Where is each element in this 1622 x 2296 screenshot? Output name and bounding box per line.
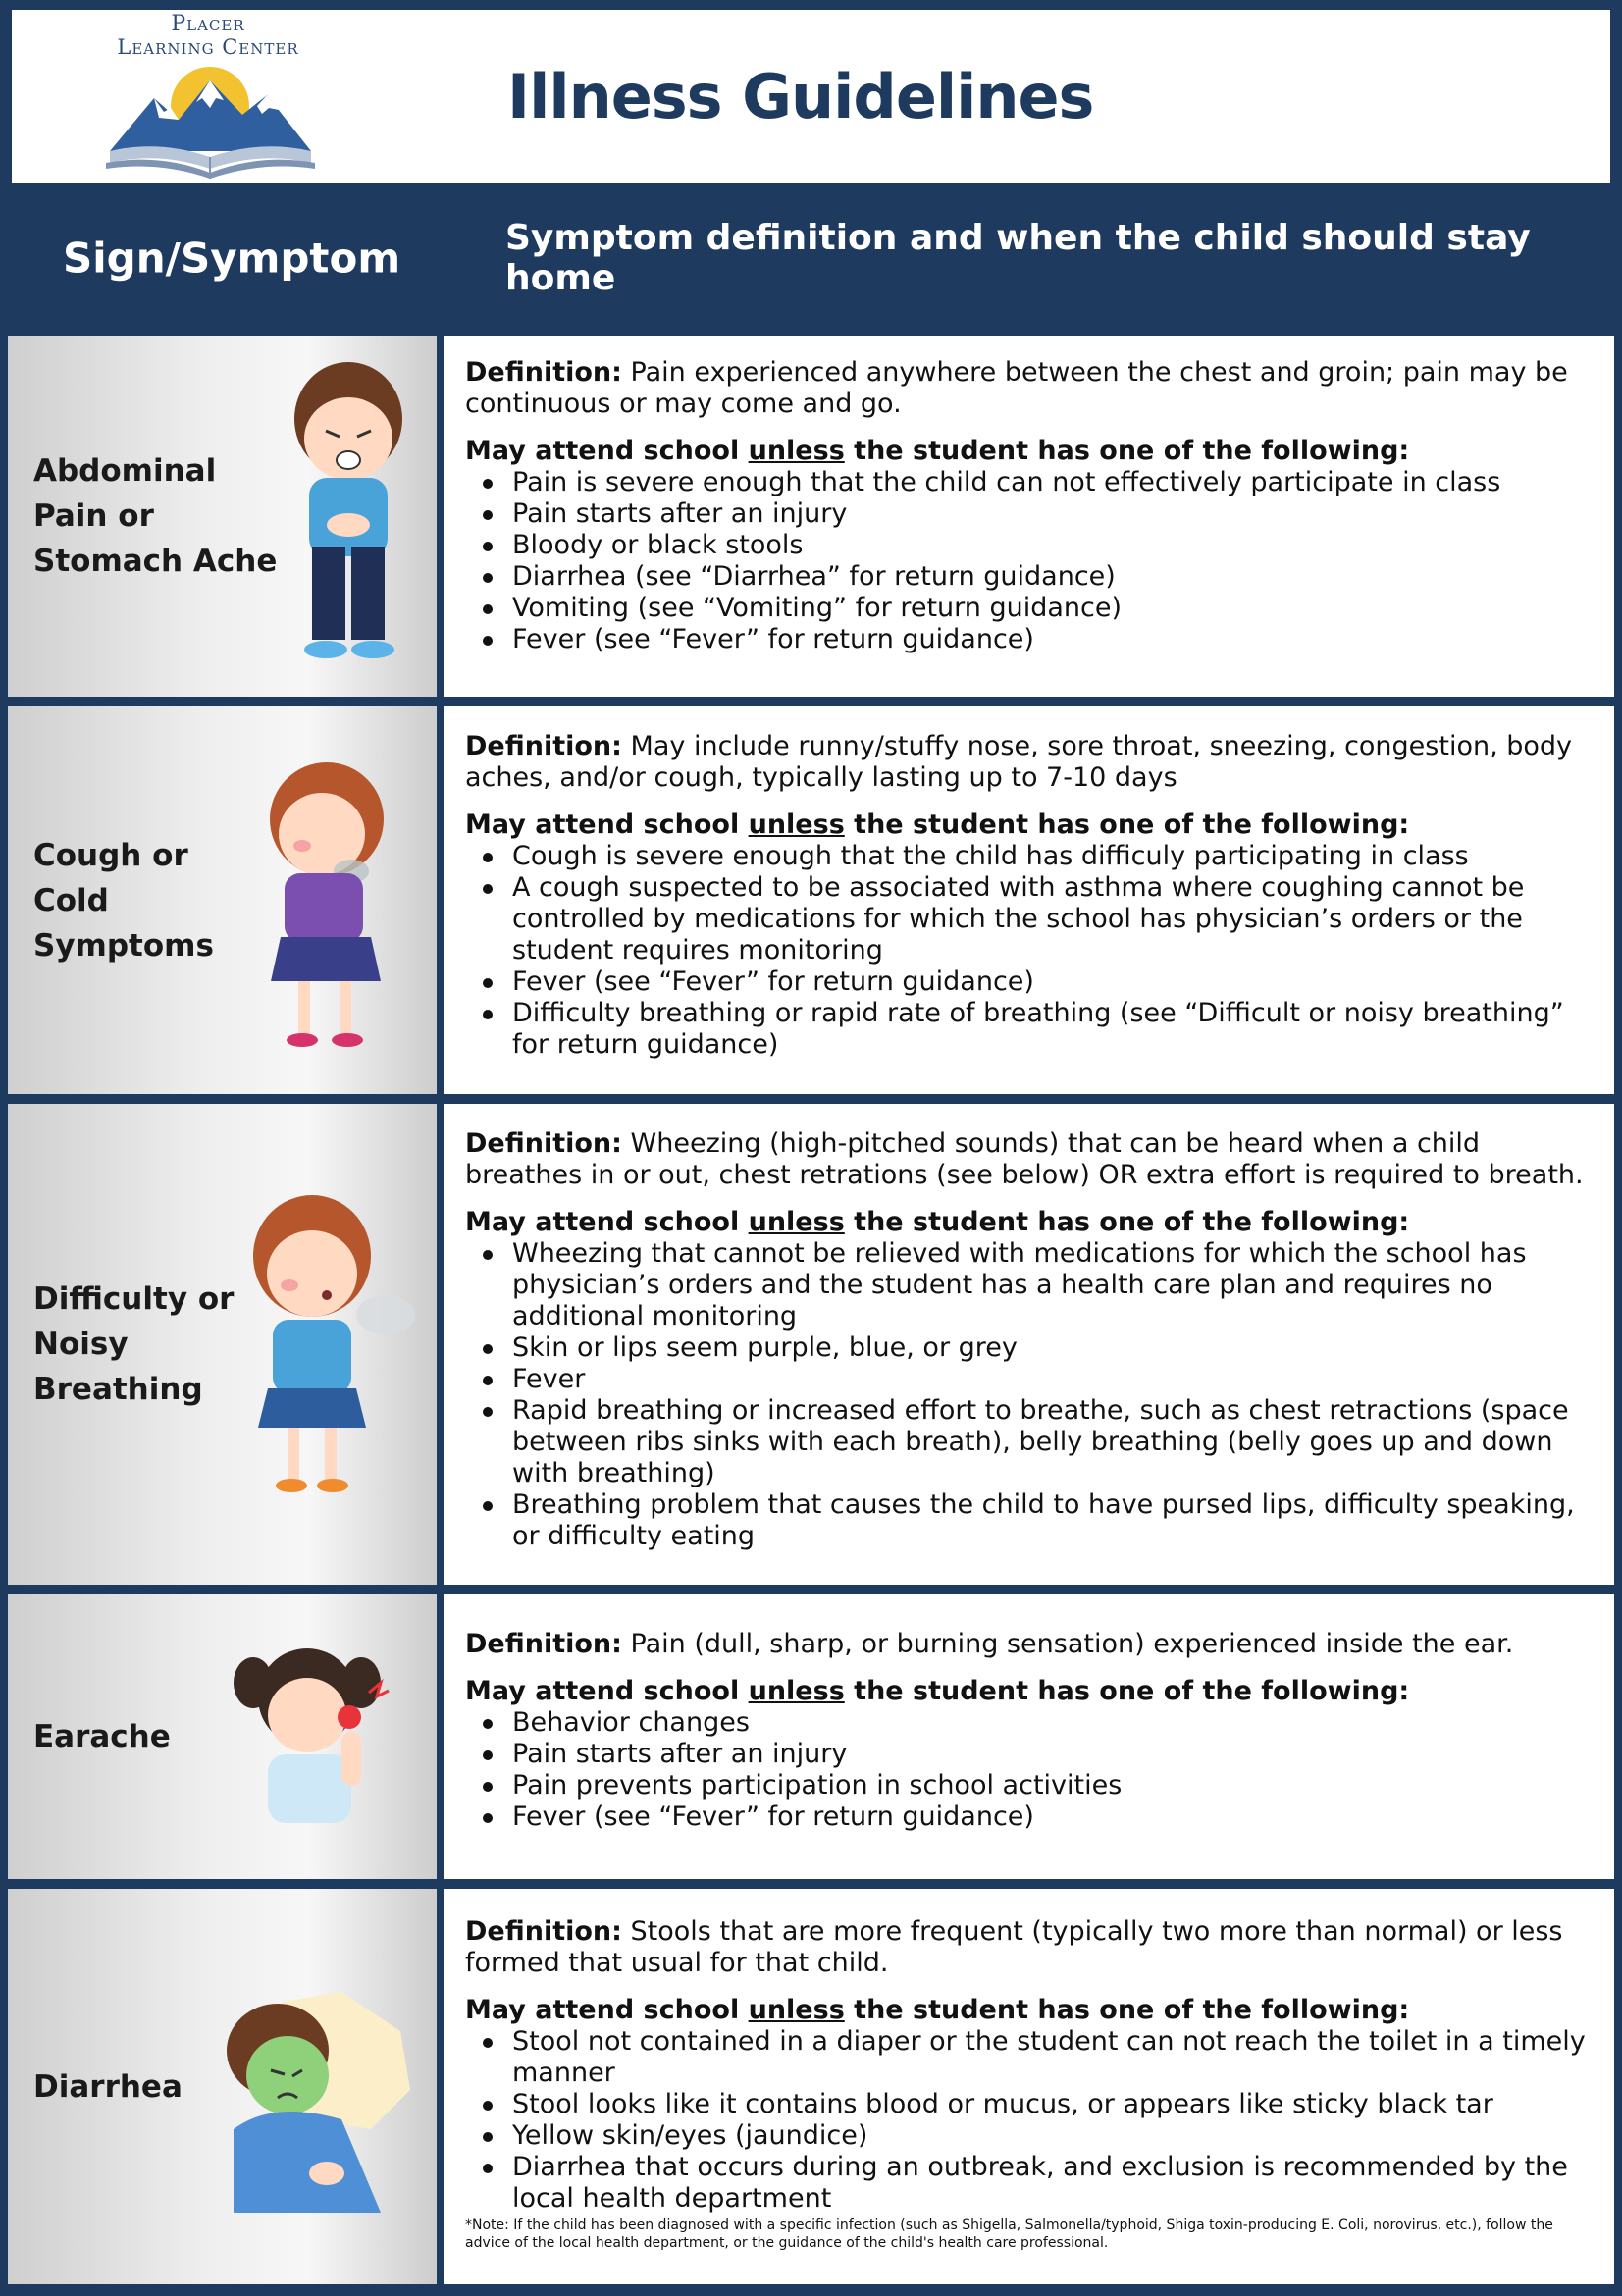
list-item: Fever [512,1364,1595,1395]
exclusion-list [465,1707,1595,1833]
list-item: Rapid breathing or increased effort to breathe, such as chest retractions (space between ribs sinks with each breath), belly breathing (belly goes up and down with breathing) [512,1395,1595,1489]
definition-text: Definition: Pain (dull, sharp, or burning sensation) experienced inside the ear. [465,1629,1514,1659]
list-item: Pain prevents participation in school activities [512,1770,1595,1801]
list-item: Pain starts after an injury [512,1739,1595,1770]
symptom-cell [8,1889,437,2284]
list-item: Diarrhea (see “Diarrhea” for return guidance) [512,561,1595,593]
symptom-name: Cough or Cold Symptoms [33,837,214,964]
table-row [0,1104,1622,1585]
stomach-ache-child-icon [265,350,432,674]
symptom-cell [8,1104,437,1585]
exclusion-list [465,467,1595,655]
may-attend-heading: May attend school unless the student has one of the following: [465,809,1410,840]
list-item: Diarrhea that occurs during an outbreak, and exclusion is recommended by the local health department [512,2152,1595,2215]
table-row [0,1889,1622,2284]
exclusion-list [465,841,1595,1061]
list-item: Breathing problem that causes the child to have pursed lips, difficulty speaking, or difficulty eating [512,1489,1595,1552]
symptom-cell [8,706,437,1094]
mountain-book-icon [100,61,321,181]
definition-cell [444,1104,1614,1585]
diarrhea-child-icon [194,1992,415,2218]
may-attend-heading: May attend school unless the student has one of the following: [465,1995,1410,2025]
list-item: Pain starts after an injury [512,498,1595,530]
coughing-child-icon [234,756,420,1060]
column-header-symptom-label: Sign/Symptom [63,234,401,283]
table-row [0,706,1622,1094]
list-item: Difficulty breathing or rapid rate of breathing (see “Difficult or noisy breathing” for return guidance) [512,998,1595,1061]
logo-name: Placer [171,12,245,36]
definition-text: Definition: Wheezing (high-pitched sounds) that can be heard when a child breathes in or out, chest retrations (see below) OR extra effort is required to breath. [465,1128,1584,1190]
symptom-name: Difficulty or Noisy Breathing [33,1281,235,1407]
symptom-name: Earache [33,1719,171,1754]
definition-text: Definition: Stools that are more frequent (typically two more than normal) or less formed that usual for that child. [465,1916,1563,1978]
page-header [12,10,1610,183]
definition-cell [444,1889,1614,2284]
symptom-name: Abdominal Pain or Stomach Ache [33,453,278,579]
definition-text: Definition: May include runny/stuffy nose, sore throat, sneezing, congestion, body aches, and/or cough, typically lasting up to 7-10 days [465,731,1573,793]
list-item: Behavior changes [512,1707,1595,1739]
exclusion-list [465,2026,1595,2215]
definition-text: Definition: Pain experienced anywhere between the chest and groin; pain may be continuous or may come and go. [465,357,1568,419]
symptom-name: Diarrhea [33,2068,183,2105]
column-header-symptom [12,184,434,332]
list-item: Bloody or black stools [512,530,1595,561]
list-item: Stool looks like it contains blood or mucus, or appears like sticky black tar [512,2089,1595,2120]
definition-cell [444,706,1614,1094]
list-item: Vomiting (see “Vomiting” for return guidance) [512,593,1595,624]
list-item: Fever (see “Fever” for return guidance) [512,1801,1595,1833]
definition-cell [444,336,1614,697]
list-item: Wheezing that cannot be relieved with medications for which the school has physician’s orders and the student has a health care plan and requires no additional monitoring [512,1238,1595,1332]
definition-cell [444,1594,1614,1879]
may-attend-heading: May attend school unless the student has one of the following: [465,1676,1410,1706]
page-title: Illness Guidelines [507,61,1094,132]
list-item: Skin or lips seem purple, blue, or grey [512,1332,1595,1364]
breathing-child-icon [229,1187,430,1511]
earache-child-icon [224,1639,395,1845]
footnote: *Note: If the child has been diagnosed with a specific infection (such as Shigella, Salmonella/typhoid, Shiga toxin-producing E. Coli, norovirus, etc.), follow the advice of the local health department, or the guidance of the child's health care professional. [465,2218,1553,2251]
placer-logo [80,10,336,183]
symptom-cell [8,1594,437,1879]
table-row [0,336,1622,697]
may-attend-heading: May attend school unless the student has one of the following: [465,436,1410,466]
exclusion-list [465,1238,1595,1552]
may-attend-heading: May attend school unless the student has one of the following: [465,1207,1410,1237]
list-item: A cough suspected to be associated with asthma where coughing cannot be controlled by medications for which the school has physician’s orders or the student requires monitoring [512,872,1595,966]
column-header-definition-label: Symptom definition and when the child should stay home [505,218,1531,298]
symptom-cell [8,336,437,697]
list-item: Yellow skin/eyes (jaundice) [512,2120,1595,2152]
list-item: Fever (see “Fever” for return guidance) [512,966,1595,998]
list-item: Fever (see “Fever” for return guidance) [512,624,1595,655]
column-header-definition [446,184,1610,332]
list-item: Pain is severe enough that the child can not effectively participate in class [512,467,1595,498]
list-item: Stool not contained in a diaper or the student can not reach the toilet in a timely manner [512,2026,1595,2089]
list-item: Cough is severe enough that the child has difficuly participating in class [512,841,1595,872]
logo-subname: Learning Center [117,35,299,59]
table-row [0,1594,1622,1879]
